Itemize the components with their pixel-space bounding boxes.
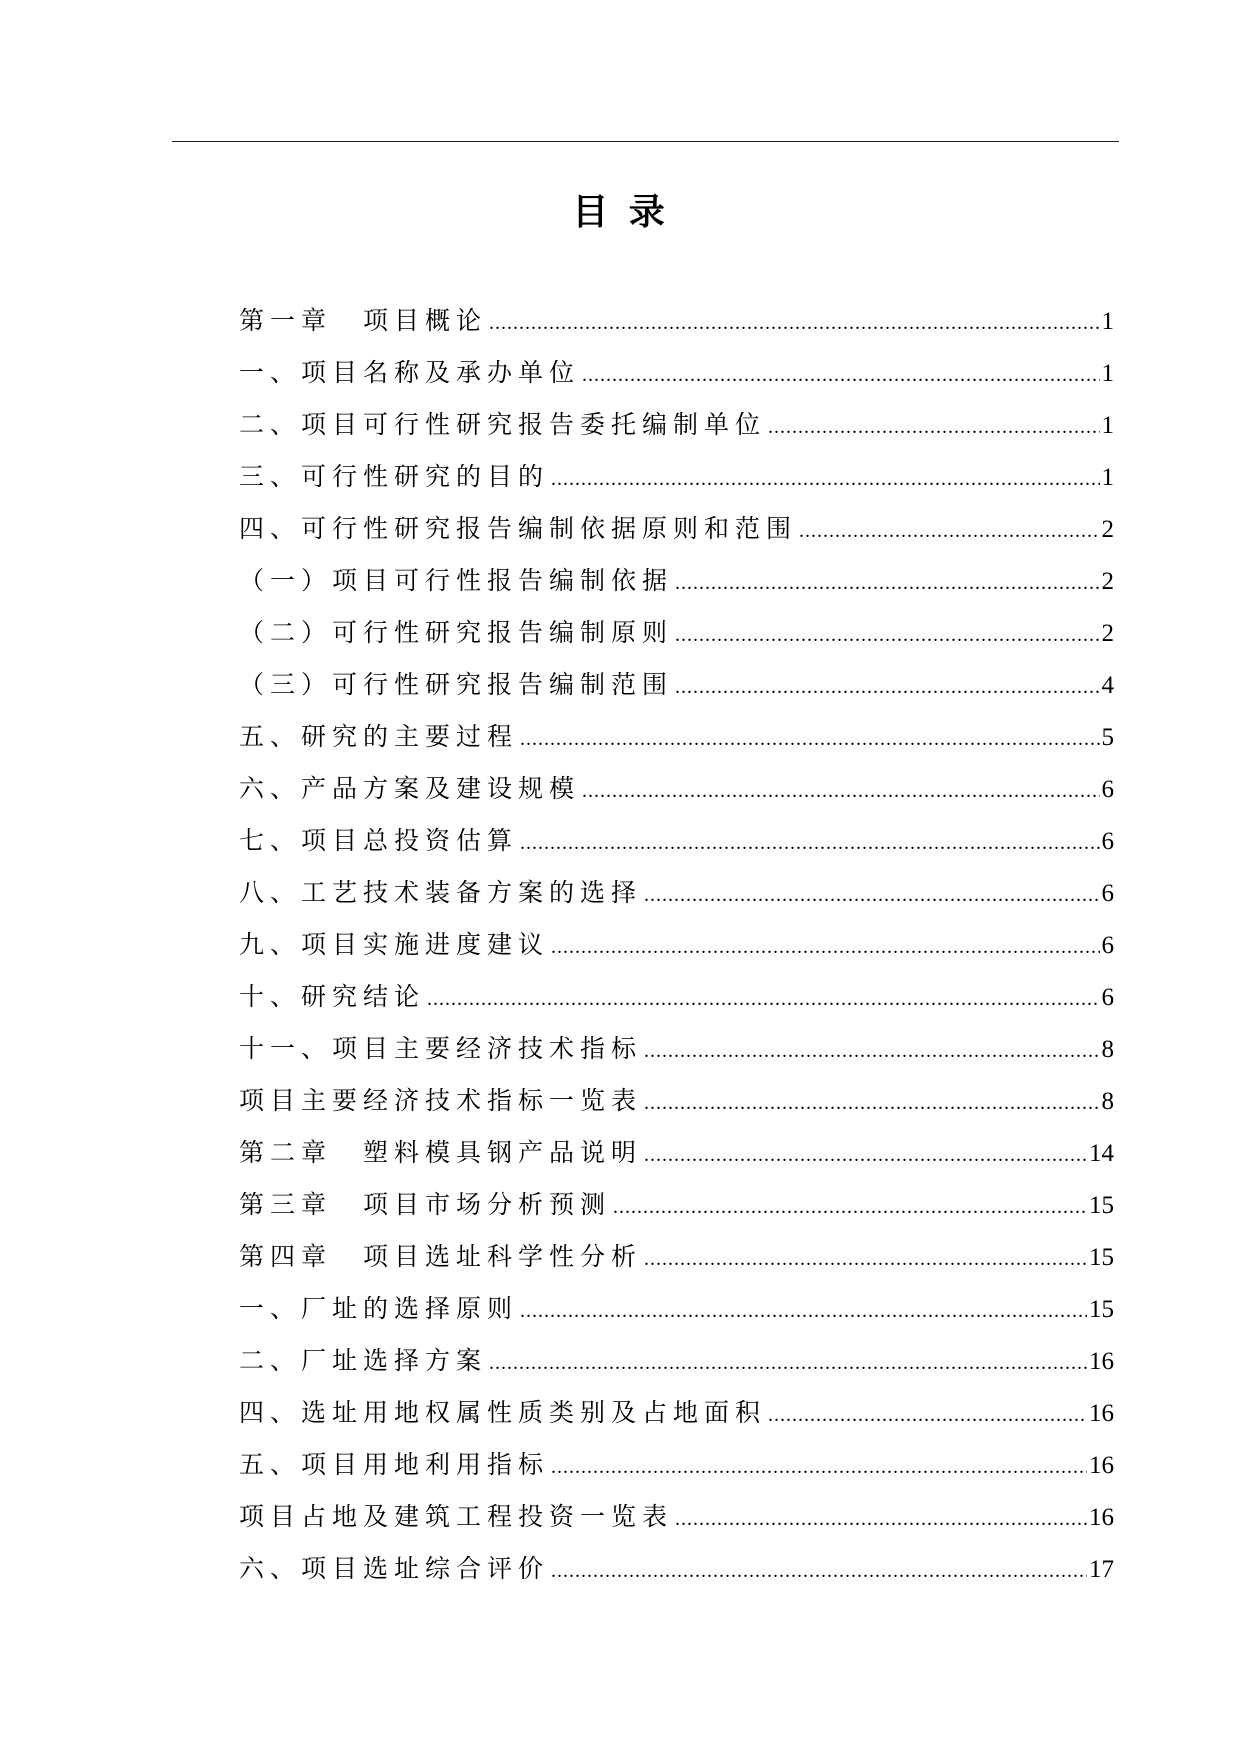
toc-page-number: 6 <box>1101 828 1114 855</box>
toc-entry[interactable] <box>239 1387 1114 1439</box>
toc-entry[interactable] <box>239 763 1114 815</box>
page-title: 目 录 <box>572 192 669 233</box>
toc-dot-leader <box>489 1337 1087 1389</box>
toc-page-number: 6 <box>1101 776 1114 803</box>
toc-page-number: 15 <box>1089 1296 1114 1323</box>
toc-entry-text: 六、产品方案及建设规模 <box>239 774 581 803</box>
toc-entry-text: 八、工艺技术装备方案的选择 <box>239 878 643 907</box>
toc-page-number: 6 <box>1101 932 1114 959</box>
toc-page-number: 6 <box>1101 880 1114 907</box>
toc-entry-text: 第一章 项目概论 <box>239 306 488 335</box>
toc-entry-text: 六、项目选址综合评价 <box>239 1554 550 1583</box>
toc-page-number: 14 <box>1089 1140 1114 1167</box>
toc-dot-leader <box>675 609 1099 661</box>
toc-dot-leader <box>644 1077 1099 1129</box>
toc-page-number: 2 <box>1101 620 1114 647</box>
toc-entry[interactable] <box>239 555 1114 607</box>
toc-page-number: 4 <box>1101 672 1114 699</box>
toc-page-number: 1 <box>1101 464 1114 491</box>
toc-entry[interactable] <box>239 1439 1114 1491</box>
toc-entry[interactable] <box>239 867 1114 919</box>
toc-dot-leader <box>582 765 1099 817</box>
toc-page-number: 5 <box>1101 724 1114 751</box>
toc-dot-leader <box>489 297 1099 349</box>
toc-page-number: 8 <box>1101 1036 1114 1063</box>
toc-entry-text: 七、项目总投资估算 <box>239 826 519 855</box>
toc-entry-text: 一、厂址的选择原则 <box>239 1294 519 1323</box>
toc-dot-leader <box>520 817 1099 869</box>
toc-entry[interactable] <box>239 711 1114 763</box>
toc-entry[interactable] <box>239 1179 1114 1231</box>
toc-entry[interactable] <box>239 1283 1114 1335</box>
toc-dot-leader <box>551 1545 1087 1597</box>
toc-entry-text: （三）可行性研究报告编制范围 <box>239 670 674 699</box>
toc-entry-text: 第三章 项目市场分析预测 <box>239 1190 612 1219</box>
toc-entry[interactable] <box>239 1127 1114 1179</box>
toc-entry[interactable] <box>239 1543 1114 1595</box>
toc-entry[interactable] <box>239 1023 1114 1075</box>
toc-dot-leader <box>551 453 1099 505</box>
toc-dot-leader <box>675 661 1099 713</box>
toc-list <box>239 295 1114 1595</box>
toc-page-number: 17 <box>1089 1556 1114 1583</box>
toc-page-number: 2 <box>1101 568 1114 595</box>
toc-entry-text: 四、可行性研究报告编制依据原则和范围 <box>239 514 798 543</box>
toc-entry[interactable] <box>239 1075 1114 1127</box>
toc-dot-leader <box>675 1493 1087 1545</box>
toc-page-number: 16 <box>1089 1452 1114 1479</box>
toc-dot-leader <box>675 557 1099 609</box>
toc-dot-leader <box>644 869 1099 921</box>
toc-entry[interactable] <box>239 295 1114 347</box>
toc-entry-text: 九、项目实施进度建议 <box>239 930 550 959</box>
toc-entry-text: 项目主要经济技术指标一览表 <box>239 1086 643 1115</box>
toc-entry[interactable] <box>239 347 1114 399</box>
toc-page-number: 15 <box>1089 1192 1114 1219</box>
toc-page-number: 1 <box>1101 308 1114 335</box>
toc-dot-leader <box>520 1285 1087 1337</box>
toc-entry[interactable] <box>239 971 1114 1023</box>
toc-page-number: 1 <box>1101 412 1114 439</box>
toc-page-number: 16 <box>1089 1348 1114 1375</box>
toc-dot-leader <box>799 505 1099 557</box>
toc-page-number: 6 <box>1101 984 1114 1011</box>
toc-dot-leader <box>768 401 1099 453</box>
toc-entry-text: 二、厂址选择方案 <box>239 1346 488 1375</box>
toc-entry[interactable] <box>239 815 1114 867</box>
toc-dot-leader <box>644 1025 1099 1077</box>
toc-entry[interactable] <box>239 451 1114 503</box>
toc-entry-text: 十一、项目主要经济技术指标 <box>239 1034 643 1063</box>
toc-entry-text: 十、研究结论 <box>239 982 426 1011</box>
toc-dot-leader <box>768 1389 1087 1441</box>
toc-dot-leader <box>427 973 1099 1025</box>
toc-entry-text: 第二章 塑料模具钢产品说明 <box>239 1138 643 1167</box>
toc-entry[interactable] <box>239 919 1114 971</box>
toc-entry[interactable] <box>239 1231 1114 1283</box>
toc-dot-leader <box>644 1129 1087 1181</box>
toc-page-number: 2 <box>1101 516 1114 543</box>
toc-dot-leader <box>613 1181 1087 1233</box>
toc-dot-leader <box>582 349 1099 401</box>
toc-entry[interactable] <box>239 503 1114 555</box>
toc-entry-text: 三、可行性研究的目的 <box>239 462 550 491</box>
toc-page-number: 1 <box>1101 360 1114 387</box>
toc-entry-text: 第四章 项目选址科学性分析 <box>239 1242 643 1271</box>
toc-entry[interactable] <box>239 399 1114 451</box>
toc-dot-leader <box>520 713 1099 765</box>
toc-dot-leader <box>551 1441 1087 1493</box>
toc-page-number: 16 <box>1089 1400 1114 1427</box>
toc-entry[interactable] <box>239 607 1114 659</box>
toc-entry-text: 二、项目可行性研究报告委托编制单位 <box>239 410 767 439</box>
toc-entry-text: 五、研究的主要过程 <box>239 722 519 751</box>
toc-page-number: 16 <box>1089 1504 1114 1531</box>
header-rule <box>172 141 1119 142</box>
toc-dot-leader <box>644 1233 1087 1285</box>
toc-entry-text: 项目占地及建筑工程投资一览表 <box>239 1502 674 1531</box>
toc-entry[interactable] <box>239 1491 1114 1543</box>
toc-entry-text: （二）可行性研究报告编制原则 <box>239 618 674 647</box>
toc-page-number: 8 <box>1101 1088 1114 1115</box>
toc-entry[interactable] <box>239 1335 1114 1387</box>
toc-page-number: 15 <box>1089 1244 1114 1271</box>
toc-entry-text: 五、项目用地利用指标 <box>239 1450 550 1479</box>
toc-entry-text: 一、项目名称及承办单位 <box>239 358 581 387</box>
toc-entry-text: （一）项目可行性报告编制依据 <box>239 566 674 595</box>
toc-entry-text: 四、选址用地权属性质类别及占地面积 <box>239 1398 767 1427</box>
toc-dot-leader <box>551 921 1099 973</box>
toc-entry[interactable] <box>239 659 1114 711</box>
